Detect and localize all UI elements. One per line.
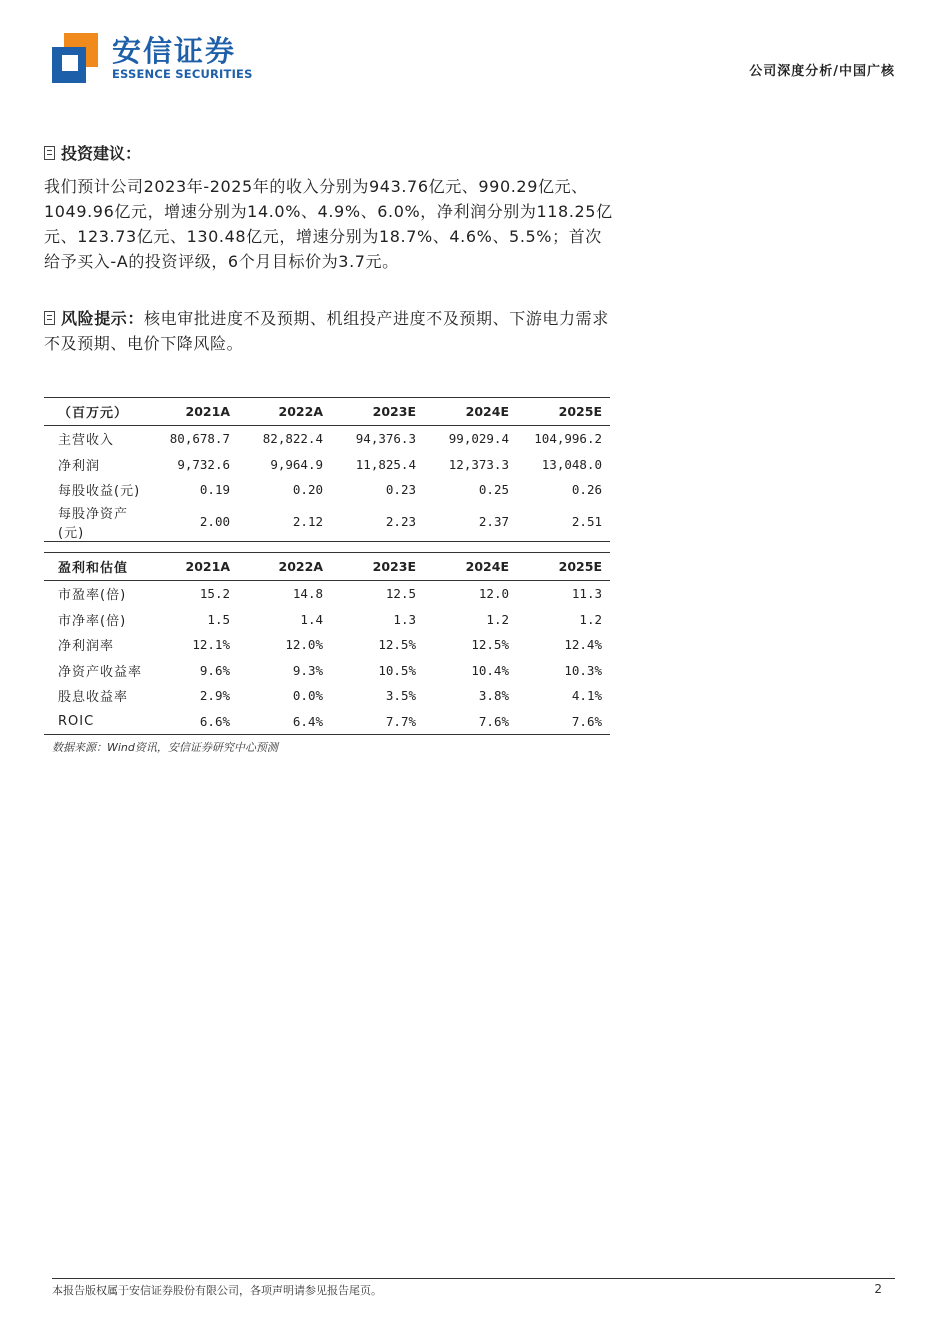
table-cell: 10.4% — [471, 662, 509, 678]
table-cell: 2.37 — [424, 503, 517, 542]
table-cell: 0.0% — [292, 688, 323, 704]
logo-mark-icon — [52, 33, 100, 83]
row-label: 净资产收益率 — [58, 664, 143, 680]
table-cell: 12.5 — [385, 586, 416, 602]
table-row — [44, 709, 610, 735]
table-header-row — [44, 398, 610, 426]
table-cell: 12.0% — [285, 637, 323, 653]
row-label: 每股收益(元) — [58, 484, 141, 500]
table-row — [44, 477, 610, 503]
table-cell: 12.5% — [471, 637, 509, 653]
table-cell: 0.20 — [292, 482, 323, 498]
document-icon — [44, 311, 55, 325]
row-label: 净利润 — [58, 458, 101, 474]
row-label: ROIC — [44, 709, 145, 735]
table-cell: 9,964.9 — [270, 456, 323, 472]
table-cell: 12.5% — [378, 637, 416, 653]
table-header-year: 2024E — [424, 553, 517, 581]
table-cell: 3.8% — [478, 688, 509, 704]
table-cell: 0.23 — [385, 482, 416, 498]
table-cell: 13,048.0 — [541, 456, 602, 472]
table-cell: 0.26 — [571, 482, 602, 498]
table-cell: 11,825.4 — [355, 456, 416, 472]
table-row — [44, 581, 610, 607]
table-cell: 7.7% — [331, 709, 424, 735]
table-header-label: 盈利和估值 — [44, 553, 145, 581]
table-header-year: 2022A — [238, 398, 331, 426]
table-cell: 15.2 — [199, 586, 230, 602]
table-cell: 2.51 — [517, 503, 610, 542]
risk-heading: 风险提示： — [61, 309, 145, 328]
company-logo — [52, 33, 253, 83]
table-cell: 2.9% — [199, 688, 230, 704]
table-header-year: 2022A — [238, 553, 331, 581]
table-cell: 2.23 — [331, 503, 424, 542]
footer-disclaimer: 本报告版权属于安信证券股份有限公司，各项声明请参见报告尾页。 — [52, 1284, 382, 1297]
table-header-row — [44, 553, 610, 581]
table-cell: 10.5% — [378, 662, 416, 678]
table-cell: 7.6% — [424, 709, 517, 735]
investment-text: 我们预计公司2023年-2025年的收入分别为943.76亿元、990.29亿元、1049.96亿元，增速分别为14.0%、4.9%、6.0%，净利润分别为118.25亿元、123.73亿元、130.48亿元，增速分别为18.7%、4.6%、5.5%；首次给予买入-A的投资评级，6个月目标价为3.7元。 — [44, 177, 613, 271]
table-cell: 4.1% — [571, 688, 602, 704]
row-label: 净利润率 — [58, 639, 115, 655]
logo-name-cn: 安信证券 — [112, 34, 237, 68]
risk-section — [44, 306, 614, 356]
table-row — [44, 683, 610, 709]
table-cell: 3.5% — [385, 688, 416, 704]
report-tag: 公司深度分析/中国广核 — [749, 64, 895, 79]
table-header-year: 2023E — [331, 553, 424, 581]
table-cell: 12.4% — [564, 637, 602, 653]
table-cell: 12,373.3 — [448, 456, 509, 472]
row-label: 股息收益率 — [58, 690, 129, 706]
row-label: 主营收入 — [58, 433, 115, 449]
table-header-year: 2021A — [145, 398, 238, 426]
table-cell: 0.19 — [199, 482, 230, 498]
table-cell: 1.2 — [486, 611, 509, 627]
table-cell: 9,732.6 — [177, 456, 230, 472]
risk-text: 核电审批进度不及预期、机组投产进度不及预期、下游电力需求不及预期、电价下降风险。 — [44, 309, 609, 353]
valuation-table — [44, 552, 610, 735]
logo-name-en: ESSENCE SECURITIES — [112, 67, 253, 81]
table-cell: 0.25 — [478, 482, 509, 498]
table-cell: 1.4 — [300, 611, 323, 627]
table-cell: 2.00 — [145, 503, 238, 542]
table-cell: 6.6% — [145, 709, 238, 735]
page-number: 2 — [874, 1282, 882, 1296]
table-cell: 12.0 — [478, 586, 509, 602]
table-cell: 1.3 — [393, 611, 416, 627]
table-header-year: 2023E — [331, 398, 424, 426]
row-label: 每股净资产(元) — [44, 503, 145, 542]
table-cell: 80,678.7 — [169, 431, 230, 447]
investment-heading: 投资建议： — [44, 142, 141, 166]
table-cell: 10.3% — [564, 662, 602, 678]
financial-summary-table — [44, 397, 610, 542]
table-cell: 99,029.4 — [448, 431, 509, 447]
table-cell: 12.1% — [192, 637, 230, 653]
table-cell: 9.6% — [199, 662, 230, 678]
data-source-note: 数据来源：Wind资讯，安信证券研究中心预测 — [52, 741, 278, 754]
table-header-year: 2025E — [517, 398, 610, 426]
table-cell: 94,376.3 — [355, 431, 416, 447]
table-cell: 11.3 — [571, 586, 602, 602]
table-row — [44, 452, 610, 478]
row-label: 市净率(倍) — [58, 613, 127, 629]
table-cell: 1.2 — [579, 611, 602, 627]
table-cell: 7.6% — [517, 709, 610, 735]
row-label: 市盈率(倍) — [58, 588, 127, 604]
table-cell: 82,822.4 — [262, 431, 323, 447]
table-header-year: 2021A — [145, 553, 238, 581]
table-cell: 1.5 — [207, 611, 230, 627]
table-header-year: 2025E — [517, 553, 610, 581]
footer-divider — [52, 1278, 895, 1279]
table-row — [44, 607, 610, 633]
table-row — [44, 632, 610, 658]
table-row — [44, 658, 610, 684]
table-header-label: （百万元） — [44, 398, 145, 426]
table-header-year: 2024E — [424, 398, 517, 426]
table-row — [44, 426, 610, 452]
table-cell: 2.12 — [238, 503, 331, 542]
table-cell: 104,996.2 — [534, 431, 602, 447]
table-cell: 14.8 — [292, 586, 323, 602]
document-icon — [44, 146, 55, 160]
table-cell: 6.4% — [238, 709, 331, 735]
table-cell: 9.3% — [292, 662, 323, 678]
table-row — [44, 503, 610, 542]
